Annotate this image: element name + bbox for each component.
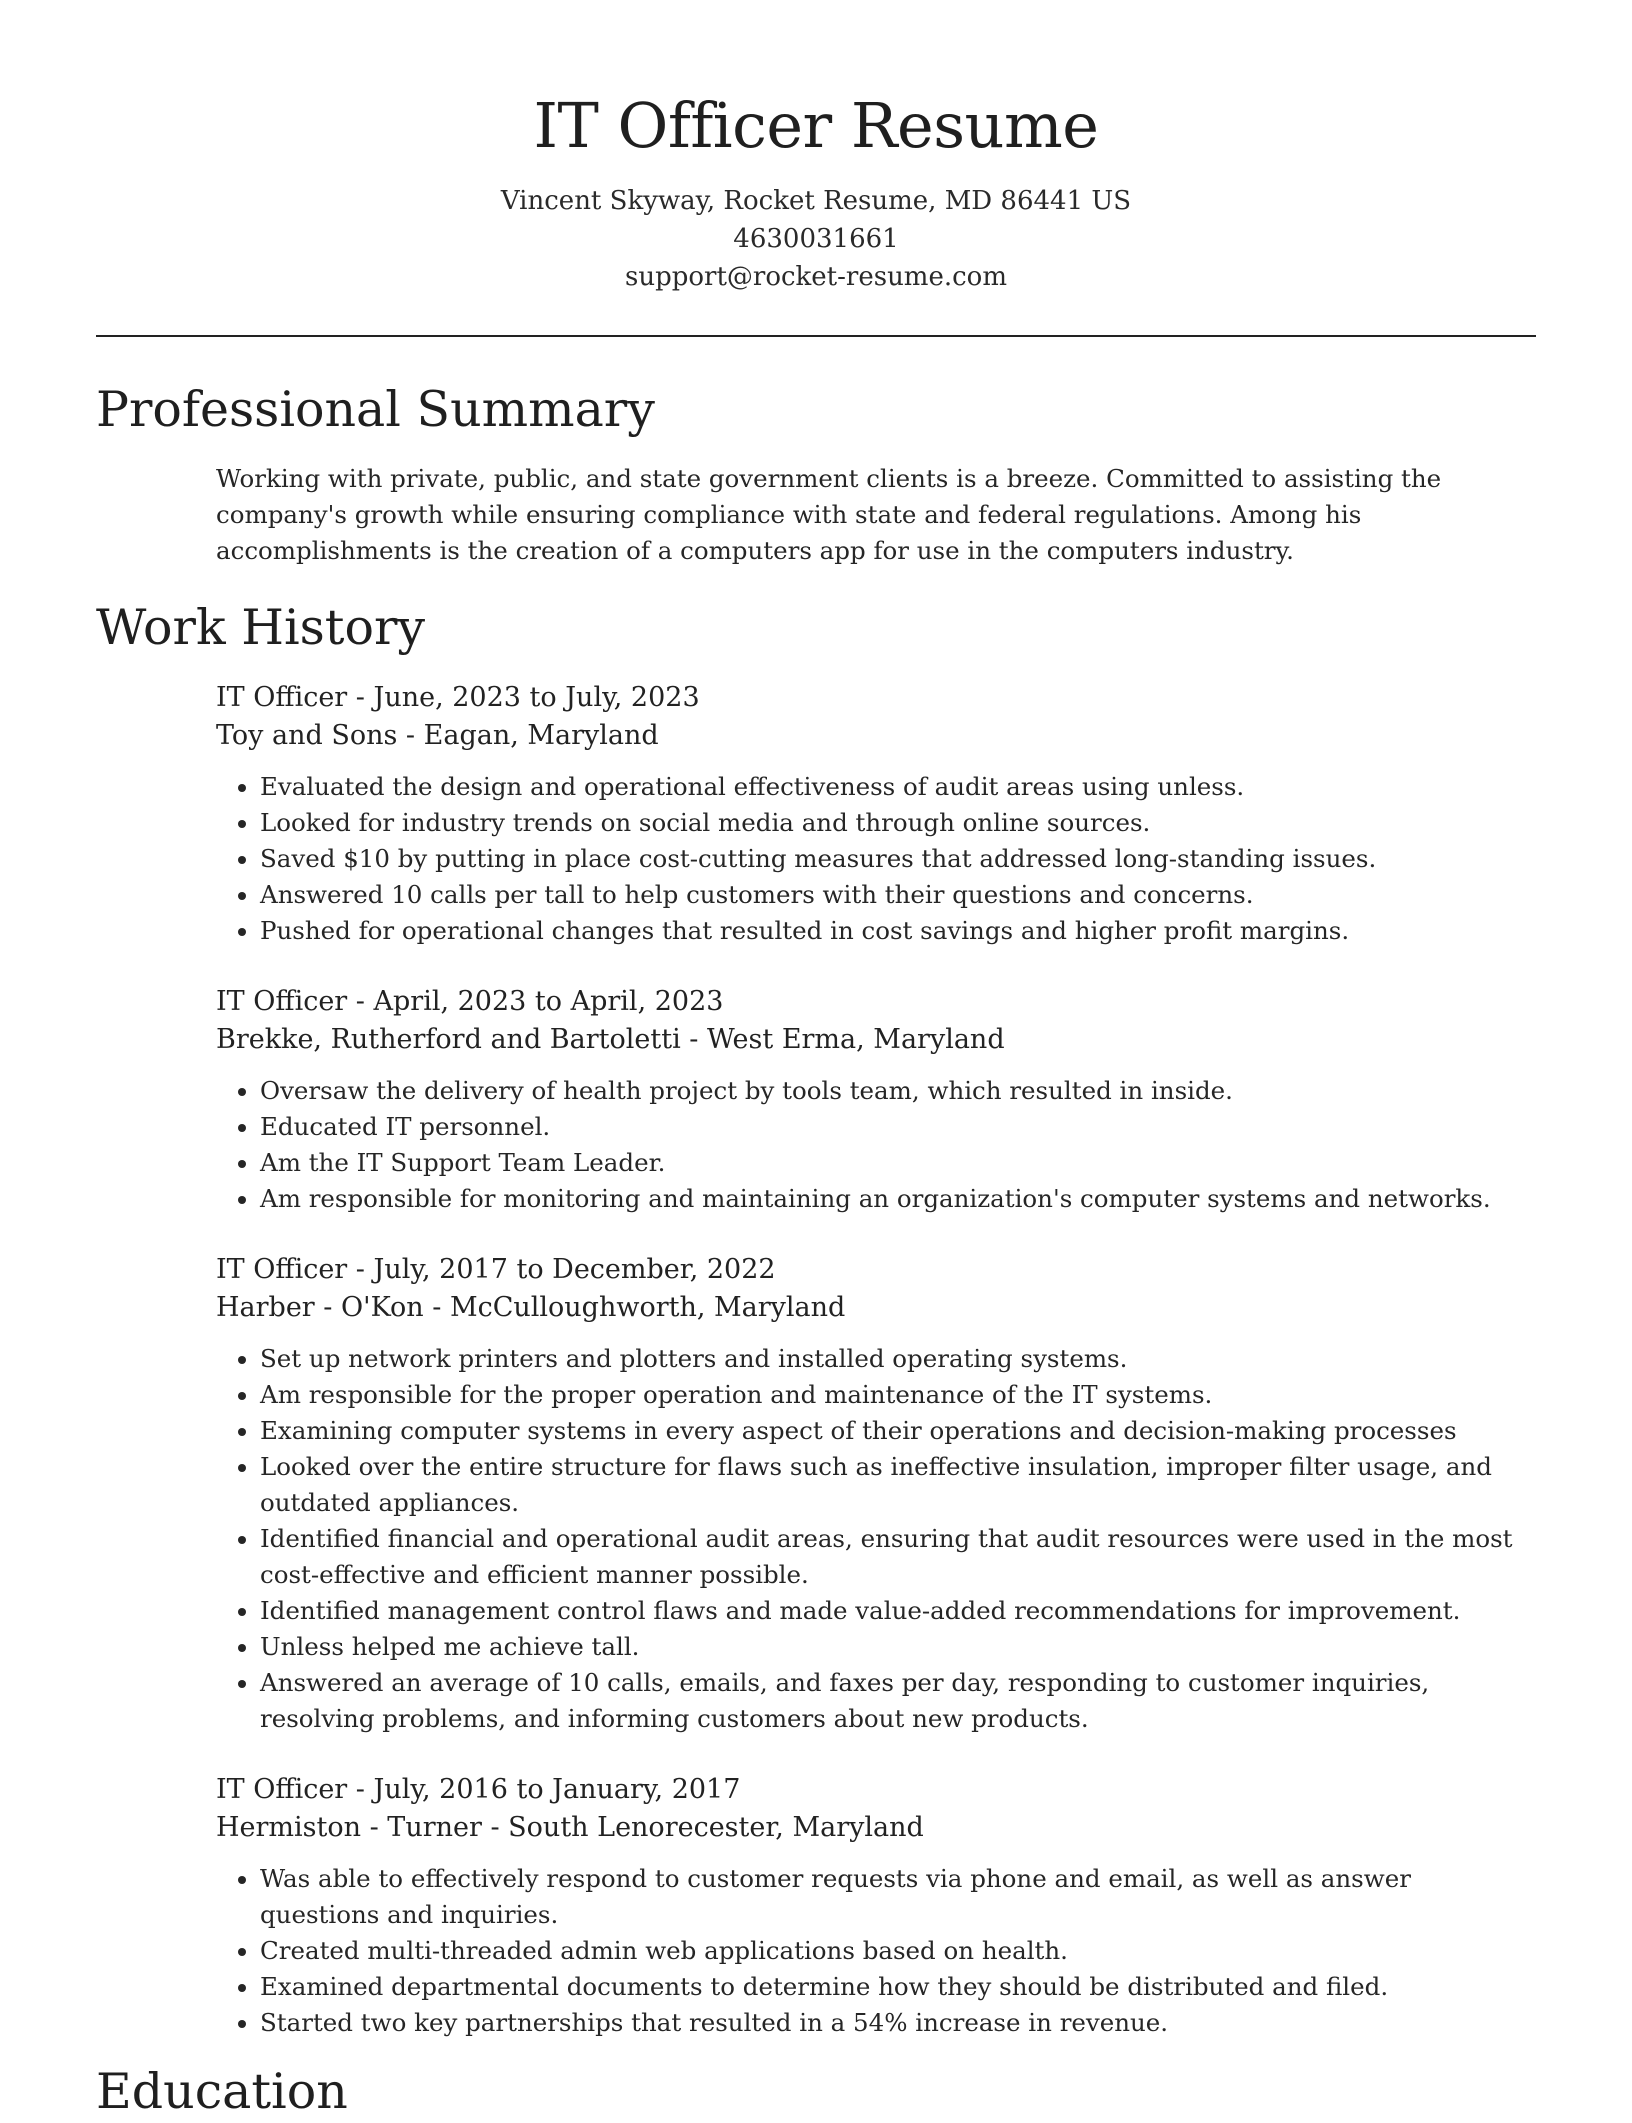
job-bullet: • Oversaw the delivery of health project by tools team, which resulted in inside. (260, 1073, 1536, 1109)
summary-text: Working with private, public, and state government clients is a breeze. Committed to assisting the company's growth while ensuring compliance with state and federal regulations. Among his accomplishments is the creation of a computers app for use in the computers industry. (216, 464, 1442, 565)
job-bullet: • Identified financial and operational audit areas, ensuring that audit resources were used in the most cost-effective and efficient manner possible. (260, 1521, 1536, 1593)
job-bullets (216, 1341, 1536, 1737)
job-bullet: • Evaluated the design and operational effectiveness of audit areas using unless. (260, 769, 1536, 805)
contact-email: support@rocket-resume.com (624, 262, 1007, 292)
education-section (96, 2061, 1536, 2123)
job-bullet: • Examining computer systems in every aspect of their operations and decision-making processes (260, 1413, 1536, 1449)
resume-page (96, 0, 1536, 2123)
header-divider (96, 335, 1536, 337)
job-bullet: • Was able to effectively respond to customer requests via phone and email, as well as answer questions and inquiries. (260, 1861, 1536, 1933)
job-bullet: • Unless helped me achieve tall. (260, 1629, 1536, 1665)
job-bullet: • Looked for industry trends on social media and through online sources. (260, 805, 1536, 841)
section-heading-work: Work History (96, 599, 426, 656)
job-title-line: IT Officer - July, 2016 to January, 2017 (216, 1774, 741, 1805)
job-company-line: Hermiston - Turner - South Lenorecester, Maryland (216, 1812, 924, 1843)
job-title-line: IT Officer - June, 2023 to July, 2023 (216, 682, 700, 713)
job-entry (216, 679, 1536, 949)
job-bullet: • Educated IT personnel. (260, 1109, 1536, 1145)
job-bullet: • Answered an average of 10 calls, emails, and faxes per day, responding to customer inquiries, resolving problems, and informing customers about new products. (260, 1665, 1536, 1737)
professional-summary-section (96, 379, 1536, 569)
job-bullet: • Set up network printers and plotters and installed operating systems. (260, 1341, 1536, 1377)
job-title-line: IT Officer - April, 2023 to April, 2023 (216, 986, 724, 1017)
job-bullet: • Am responsible for monitoring and maintaining an organization's computer systems and networks. (260, 1181, 1536, 1217)
job-bullet: • Looked over the entire structure for flaws such as ineffective insulation, improper filter usage, and outdated appliances. (260, 1449, 1536, 1521)
job-bullet: • Started two key partnerships that resulted in a 54% increase in revenue. (260, 2005, 1536, 2041)
job-bullet: • Answered 10 calls per tall to help customers with their questions and concerns. (260, 877, 1536, 913)
work-history-section (96, 597, 1536, 2041)
contact-address: Vincent Skyway, Rocket Resume, MD 86441 US (500, 186, 1132, 216)
resume-title: IT Officer Resume (533, 89, 1099, 162)
section-heading-summary: Professional Summary (96, 381, 655, 438)
resume-header (96, 0, 1536, 296)
job-bullet: • Created multi-threaded admin web applications based on health. (260, 1933, 1536, 1969)
job-entry (216, 1251, 1536, 1737)
job-bullet: • Am the IT Support Team Leader. (260, 1145, 1536, 1181)
job-bullet: • Saved $10 by putting in place cost-cutting measures that addressed long-standing issues. (260, 841, 1536, 877)
job-company-line: Harber - O'Kon - McCulloughworth, Maryland (216, 1292, 846, 1323)
job-bullets (216, 1861, 1536, 2041)
job-entry (216, 983, 1536, 1217)
job-title-line: IT Officer - July, 2017 to December, 2022 (216, 1254, 776, 1285)
job-company-line: Brekke, Rutherford and Bartoletti - West Erma, Maryland (216, 1024, 1005, 1055)
job-bullet: • Am responsible for the proper operation and maintenance of the IT systems. (260, 1377, 1536, 1413)
job-entry (216, 1771, 1536, 2041)
job-bullets (216, 1073, 1536, 1217)
job-company-line: Toy and Sons - Eagan, Maryland (216, 720, 659, 751)
job-bullet: • Pushed for operational changes that resulted in cost savings and higher profit margins. (260, 913, 1536, 949)
section-heading-education: Education (96, 2063, 348, 2120)
job-bullet: • Identified management control flaws and made value-added recommendations for improvement. (260, 1593, 1536, 1629)
contact-phone: 4630031661 (733, 224, 899, 254)
job-bullets (216, 769, 1536, 949)
job-bullet: • Examined departmental documents to determine how they should be distributed and filed. (260, 1969, 1536, 2005)
